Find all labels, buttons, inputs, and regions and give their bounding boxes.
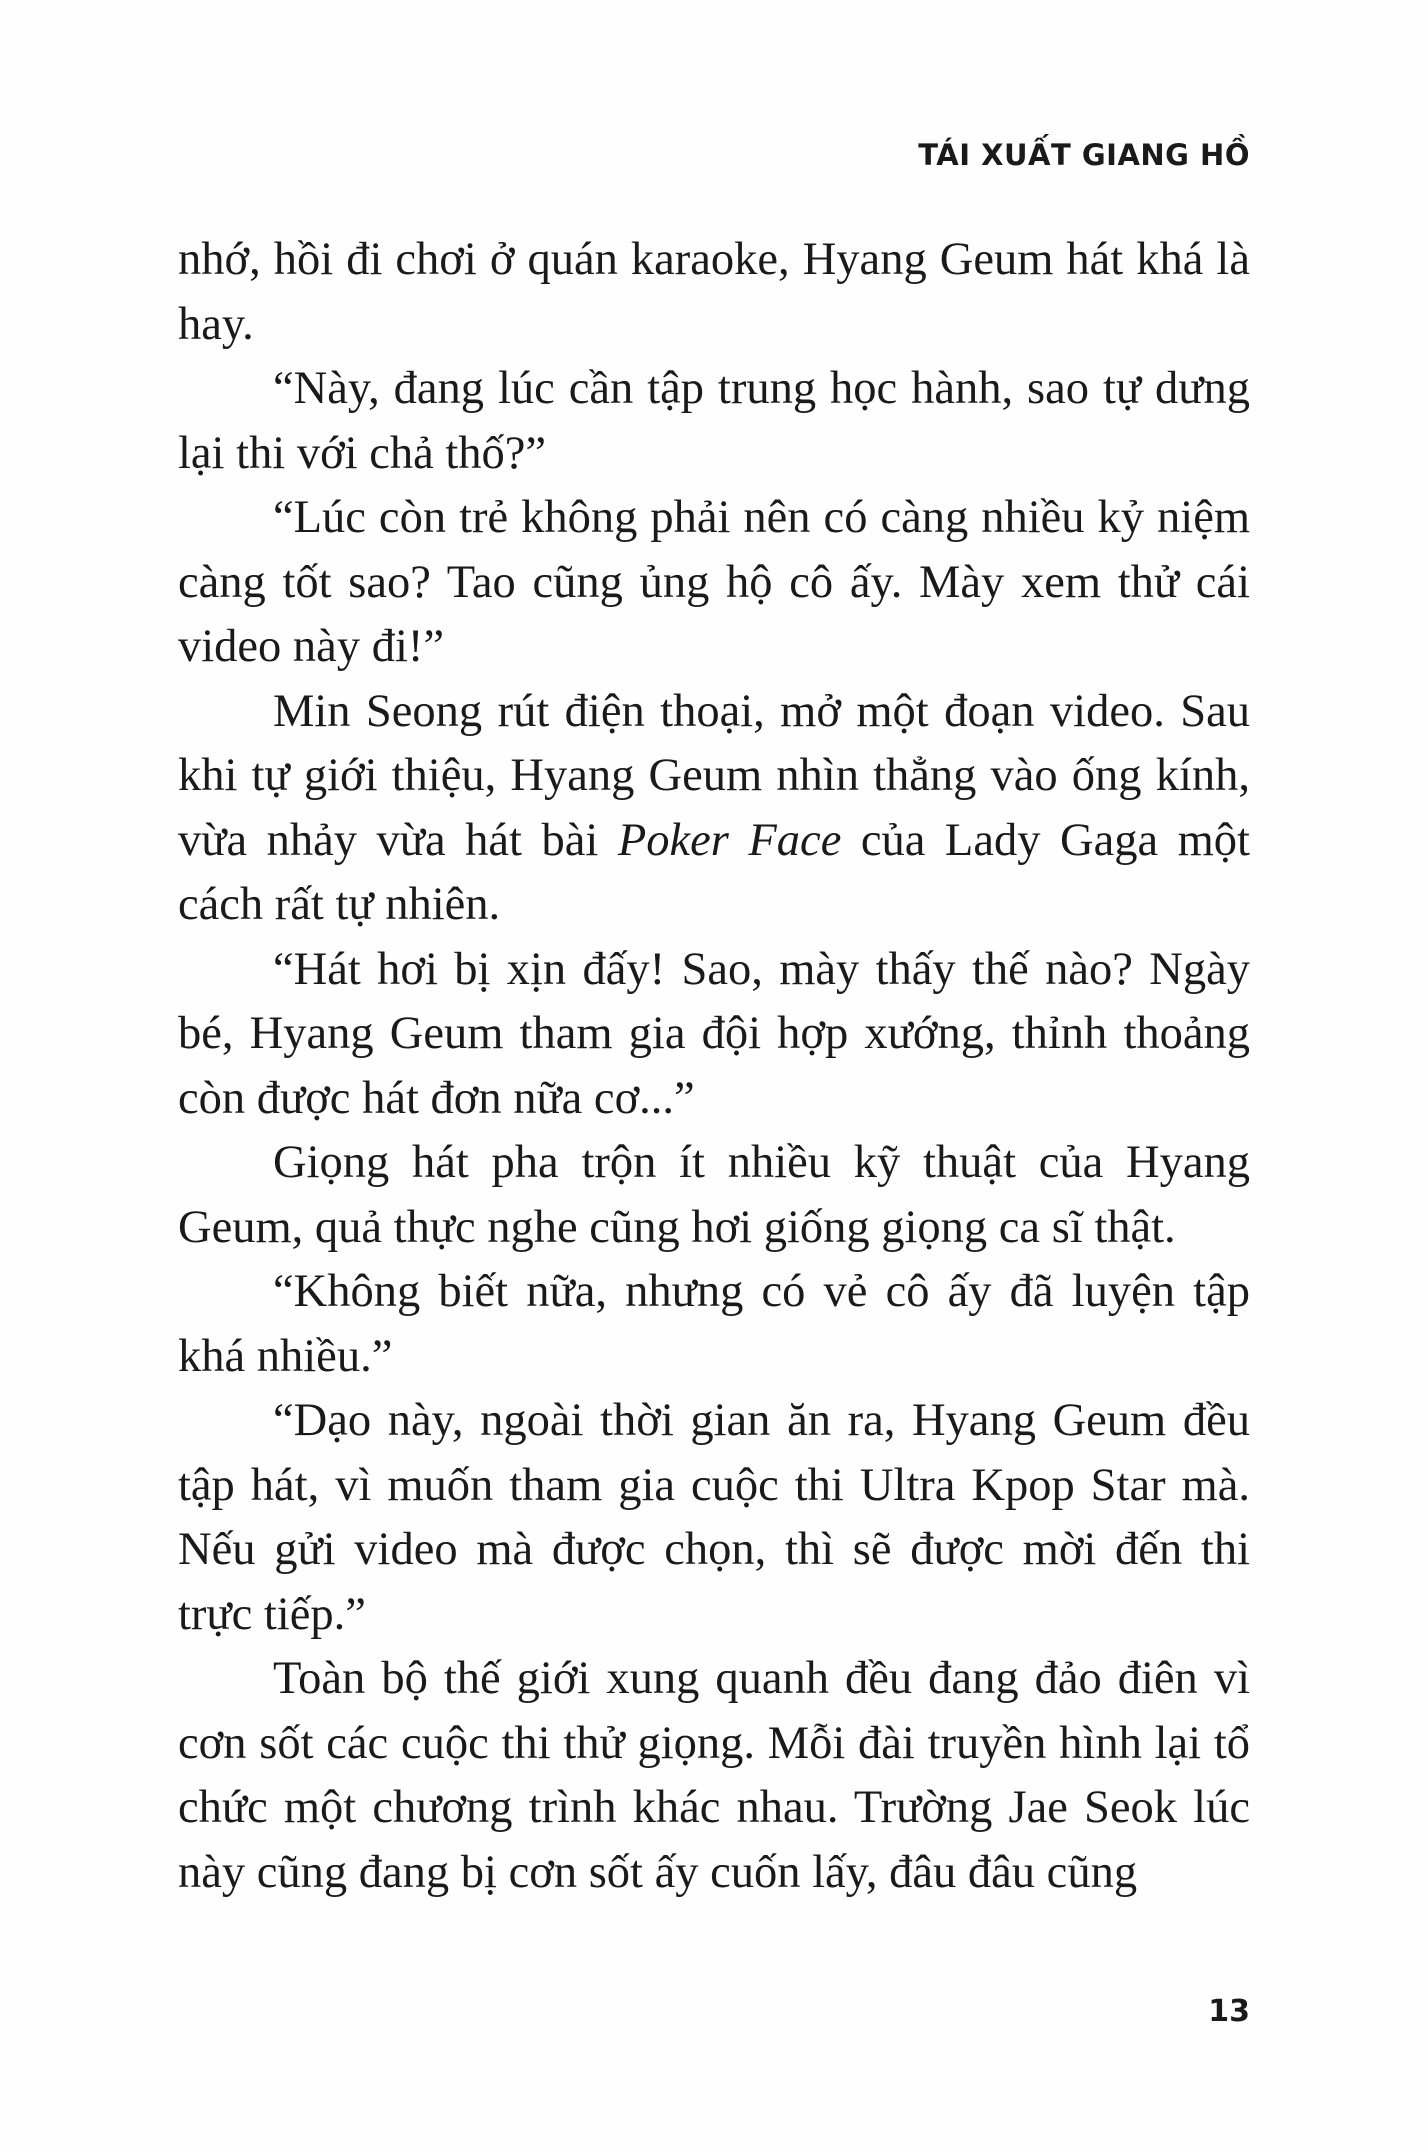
paragraph-4-text-before: Min Seong rút điện thoại, mở một đoạn video. Sau khi tự giới thiệu, Hyang Geum nhìn thẳng vào ống kính, vừa nhảy vừa hát bài: [178, 685, 1250, 866]
paragraph-8: “Dạo này, ngoài thời gian ăn ra, Hyang Geum đều tập hát, vì muốn tham gia cuộc thi Ultra Kpop Star mà. Nếu gửi video mà được chọn, thì sẽ được mời đến thi trực tiếp.”: [178, 1395, 1250, 1640]
paragraph-1: nhớ, hồi đi chơi ở quán karaoke, Hyang Geum hát khá là hay.: [178, 234, 1250, 350]
paragraph-4: [178, 680, 1250, 938]
page-number: 13: [1208, 1994, 1250, 2029]
running-header: TÁI XUẤT GIANG HỒ: [918, 138, 1250, 172]
paragraph-6: Giọng hát pha trộn ít nhiều kỹ thuật của Hyang Geum, quả thực nghe cũng hơi giống giọng ca sĩ thật.: [178, 1137, 1250, 1253]
body-text: [178, 228, 1250, 1905]
paragraph-3: “Lúc còn trẻ không phải nên có càng nhiều kỷ niệm càng tốt sao? Tao cũng ủng hộ cô ấy. Mày xem thử cái video này đi!”: [178, 492, 1250, 672]
paragraph-4-text-after: của Lady Gaga một cách rất tự nhiên.: [178, 814, 1250, 930]
paragraph-9: Toàn bộ thế giới xung quanh đều đang đảo điên vì cơn sốt các cuộc thi thử giọng. Mỗi đài truyền hình lại tổ chức một chương trình khác nhau. Trường Jae Seok lúc này cũng đang bị cơn sốt ấy cuốn lấy, đâu đâu cũng: [178, 1653, 1250, 1898]
song-title: Poker Face: [617, 814, 842, 866]
paragraph-5: “Hát hơi bị xịn đấy! Sao, mày thấy thế nào? Ngày bé, Hyang Geum tham gia đội hợp xướng, thỉnh thoảng còn được hát đơn nữa cơ...”: [178, 943, 1250, 1124]
paragraph-2: “Này, đang lúc cần tập trung học hành, sao tự dưng lại thi với chả thố?”: [178, 363, 1250, 479]
paragraph-7: “Không biết nữa, nhưng có vẻ cô ấy đã luyện tập khá nhiều.”: [178, 1266, 1250, 1382]
